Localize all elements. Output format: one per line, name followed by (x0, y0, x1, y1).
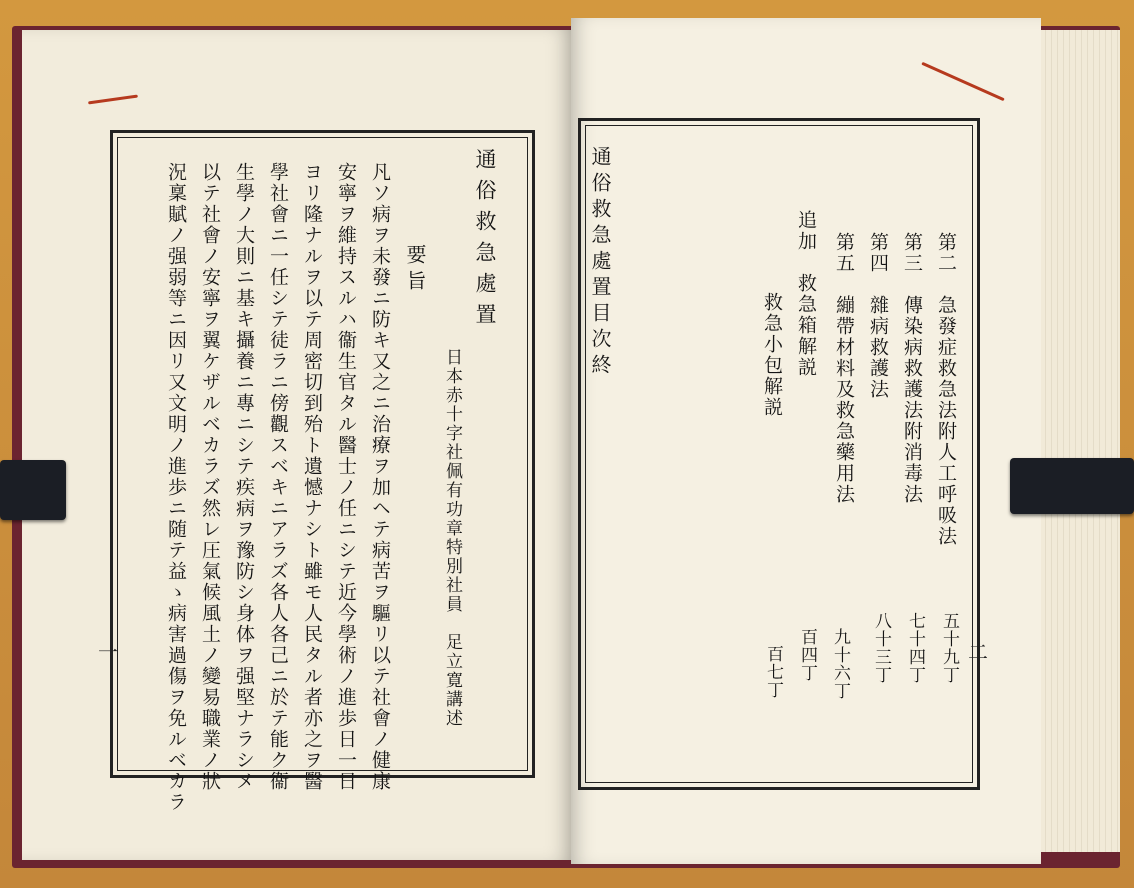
right-page-number: 二 (968, 640, 988, 664)
toc-page-1: 五十九丁 (939, 612, 959, 684)
left-page-number: 一 (98, 640, 118, 664)
left-page-clip (0, 460, 66, 520)
body-column-7: 況稟賦ノ强弱等ニ因リ又文明ノ進歩ニ随テ益ゝ病害過傷ヲ免ルベカラ (165, 162, 187, 813)
body-column-2: 安寧ヲ維持スルハ衞生官タル醫士ノ任ニシテ近今學術ノ進歩日一日 (335, 162, 357, 792)
body-column-6: 以テ社會ノ安寧ヲ翼ケザルベカラズ然レ圧氣候風土ノ變易職業ノ狀 (199, 162, 221, 792)
toc-entry-5: 追加 救急箱解説 (795, 210, 817, 378)
page-edges (1040, 30, 1120, 852)
body-column-4: 學社會ニ一任シテ徒ラニ傍觀スベキニアラズ各人各己ニ於テ能ク衞 (267, 162, 289, 792)
toc-page-5: 百四丁 (797, 628, 817, 682)
right-page-clip (1010, 458, 1134, 514)
toc-page-4: 九十六丁 (830, 628, 850, 700)
section-heading: 要旨 (403, 244, 427, 296)
toc-page-2: 七十四丁 (905, 612, 925, 684)
toc-end-title: 通俗救急處置目次終 (588, 146, 612, 380)
toc-entry-2: 第三 傳染病救護法附消毒法 (901, 232, 923, 505)
toc-page-6: 百七丁 (763, 645, 783, 699)
body-column-5: 生學ノ大則ニ基キ攝養ニ專ニシテ疾病ヲ豫防シ身体ヲ强堅ナラシメ (233, 162, 255, 792)
toc-page-3: 八十三丁 (871, 612, 891, 684)
toc-entry-6: 救急小包解説 (761, 292, 783, 418)
toc-entry-4: 第五 繃帶材料及救急藥用法 (833, 232, 855, 505)
toc-entry-3: 第四 雜病救護法 (867, 232, 889, 400)
toc-entry-1: 第二 急發症救急法附人工呼吸法 (935, 232, 957, 547)
book-title: 通俗救急處置 (473, 148, 497, 334)
author-line: 日本赤十字社佩有功章特別社員 足立寛講述 (442, 348, 462, 728)
body-column-1: 凡ソ病ヲ未發ニ防キ又之ニ治療ヲ加ヘテ病苦ヲ驅リ以テ社會ノ健康 (369, 162, 391, 792)
body-column-3: ヨリ隆ナルヲ以テ周密切到殆ト遺憾ナシト雖モ人民タル者亦之ヲ醫 (301, 162, 323, 792)
